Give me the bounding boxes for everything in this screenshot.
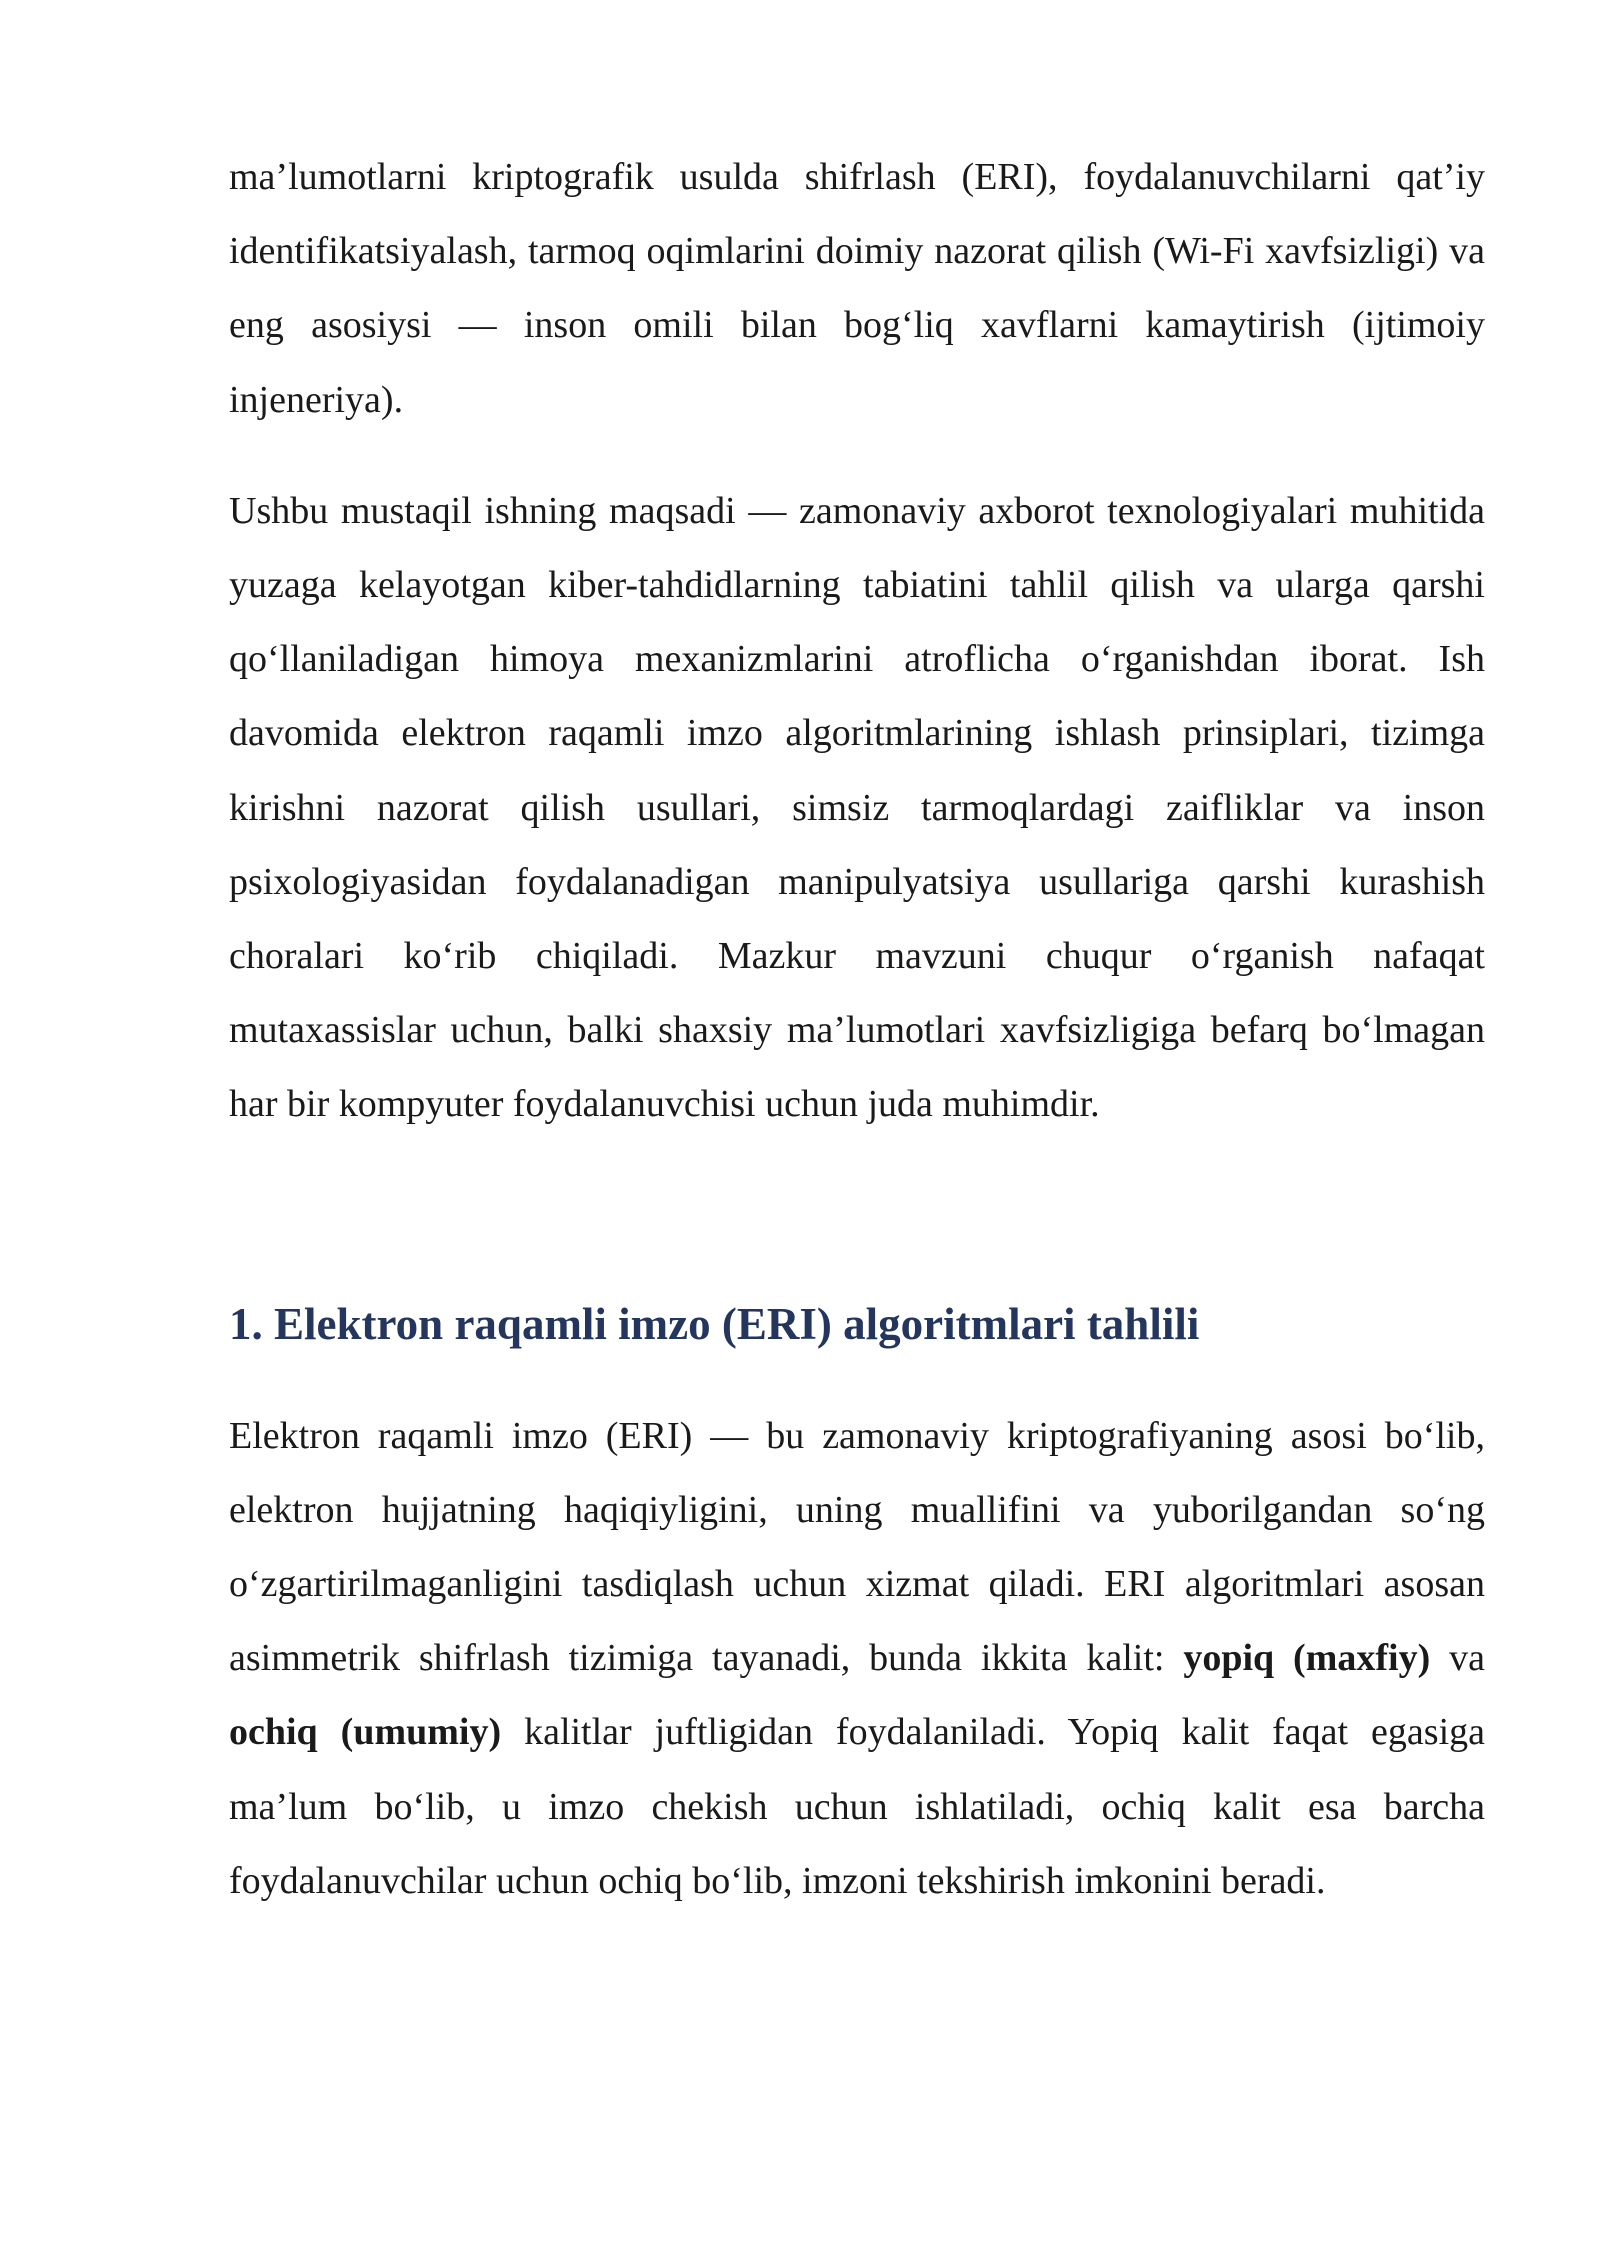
eri-paragraph [229, 1399, 1485, 1918]
intro-paragraph-continued: ma’lumotlarni kriptografik usulda shifrlash (ERI), foydalanuvchilarni qat’iy identifikatsiyalash, tarmoq oqimlarini doimiy nazorat qilish (Wi-Fi xavfsizligi) va eng asosiysi — inson omili bilan bog‘liq xavflarni kamaytirish (ijtimoiy injeneriya). [229, 156, 1485, 421]
document-page [229, 140, 1485, 1918]
section-heading: 1. Elektron raqamli imzo (ERI) algoritmlari tahlili [229, 1298, 1200, 1349]
purpose-paragraph: Ushbu mustaqil ishning maqsadi — zamonaviy axborot texnologiyalari muhitida yuzaga kelayotgan kiber-tahdidlarning tabiatini tahlil qilish va ularga qarshi qo‘llaniladigan himoya mexanizmlarini atroflicha o‘rganishdan iborat. Ish davomida elektron raqamli imzo algoritmlarining ishlash prinsiplari, tizimga kirishni nazorat qilish usullari, simsiz tarmoqlardagi zaifliklar va inson psixologiyasidan foydalanadigan manipulyatsiya usullariga qarshi kurashish choralari ko‘rib chiqiladi. Mazkur mavzuni chuqur o‘rganish nafaqat mutaxassislar uchun, balki shaxsiy ma’lumotlari xavfsizligiga befarq bo‘lmagan har bir kompyuter foydalanuvchisi uchun juda muhimdir. [229, 489, 1485, 1126]
eri-text-part1: Elektron raqamli imzo (ERI) — bu zamonaviy kriptografiyaning asosi bo‘lib, elektron hujjatning haqiqiyligini, uning muallifini va yuborilgandan so‘ng o‘zgartirilmaganligini tasdiqlash uchun xizmat qiladi. ERI algoritmlari asosan asimmetrik shifrlash tizimiga tayanadi, bunda ikkita kalit: [229, 1414, 1485, 1680]
eri-text-part2: va [1430, 1637, 1485, 1680]
public-key-term: ochiq (umumiy) [229, 1711, 502, 1754]
eri-text-part3: kalitlar juftligidan foydalaniladi. Yopiq kalit faqat egasiga ma’lum bo‘lib, u imzo chekish uchun ishlatiladi, ochiq kalit esa barcha foydalanuvchilar uchun ochiq bo‘lib, imzoni tekshirish imkonini beradi. [229, 1711, 1485, 1902]
private-key-term: yopiq (maxfiy) [1183, 1637, 1431, 1680]
